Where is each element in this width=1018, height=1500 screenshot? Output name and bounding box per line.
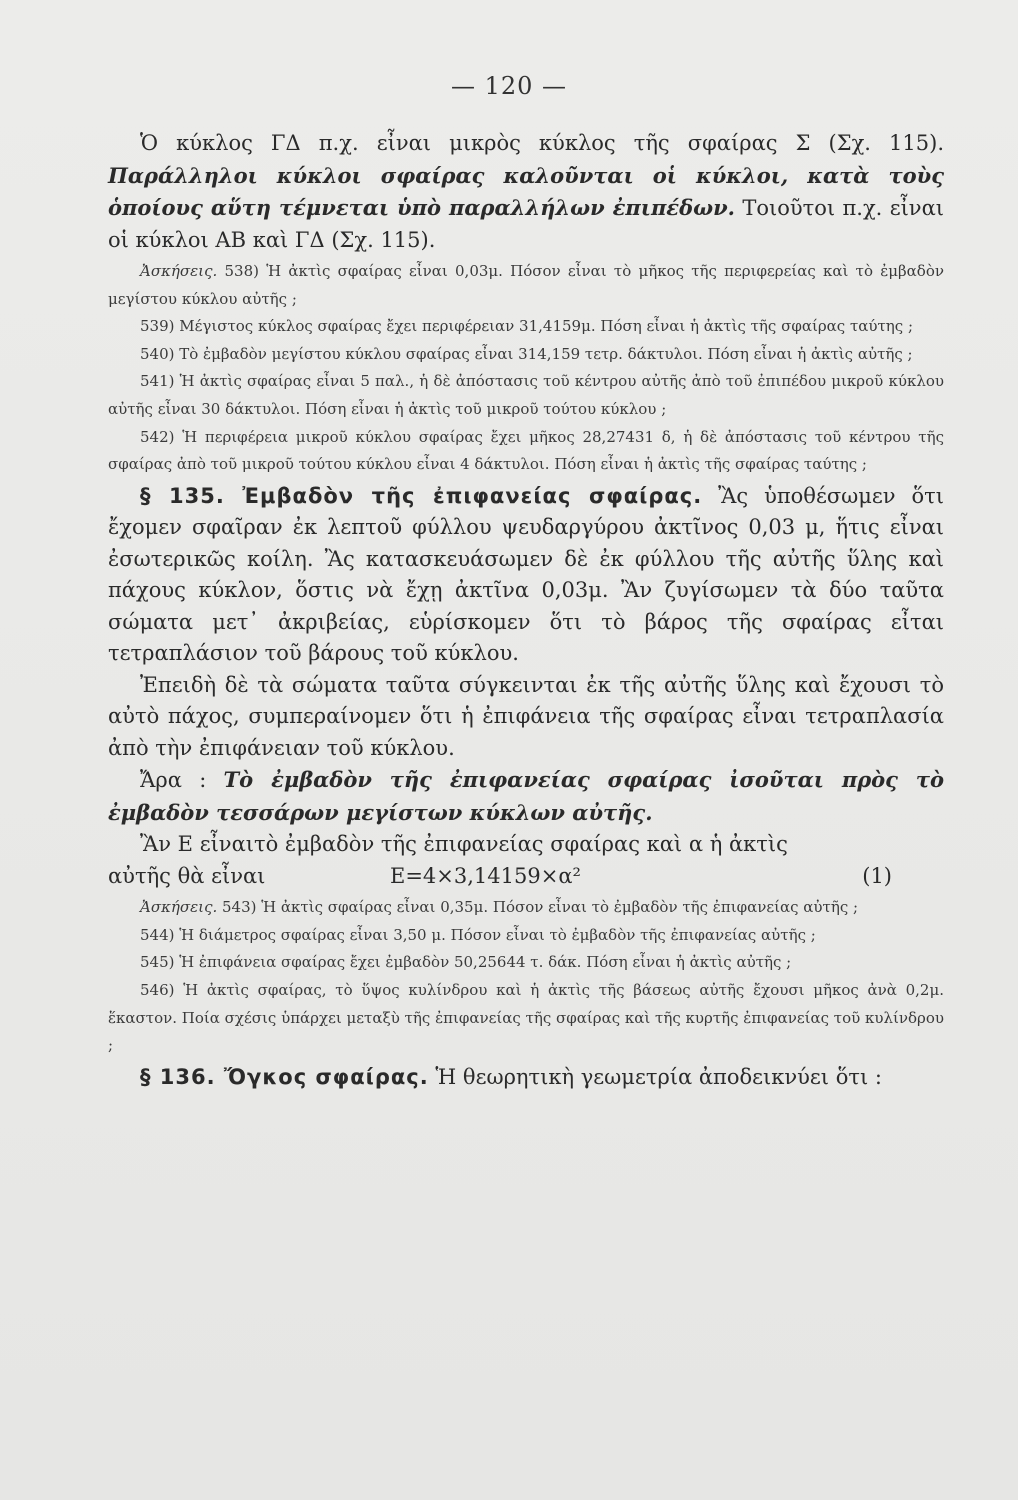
exercises-label: Ἀσκήσεις.: [140, 262, 218, 280]
exercise-542: 542) Ἡ περιφέρεια μικροῦ κύκλου σφαίρας ἔχει μῆκος 28,27431 δ, ἡ δὲ ἀπόστασις τοῦ κέντρου τῆς σφαίρας ἀπὸ τοῦ μικροῦ τούτου κύκλου εἶναι 4 δάκτυλοι. Πόση εἶναι ἡ ἀκτὶς τῆς σφαίρας ταύτης ;: [108, 427, 944, 474]
sphere-area-formula: Ε=4×3,14159×α²: [390, 863, 581, 888]
exercise-543: Ἀσκήσεις. 543) Ἡ ἀκτὶς σφαίρας εἶναι 0,35μ. Πόσον εἶναι τὸ ἐμβαδὸν τῆς ἐπιφανείας αὐτῆς ;: [140, 898, 859, 917]
page-number: — 120 —: [450, 72, 568, 100]
section-135-paragraph-2: Ἐπειδὴ δὲ τὰ σώματα ταῦτα σύγκεινται ἐκ τῆς αὐτῆς ὕλης καὶ ἔχουσι τὸ αὐτὸ πάχος, συμπεραίνομεν ὅτι ἡ ἐπιφάνεια τῆς σφαίρας εἶναι τετραπλασία ἀπὸ τὴν ἐπιφάνειαν τοῦ κύκλου.: [108, 672, 944, 760]
conclusion-prefix: Ἄρα :: [140, 768, 207, 793]
exercise-545: 545) Ἡ ἐπιφάνεια σφαίρας ἔχει ἐμβαδὸν 50,25644 τ. δάκ. Πόση εἶναι ἡ ἀκτὶς αὐτῆς ;: [140, 953, 792, 972]
section-136-text: Ἡ θεωρητικὴ γεωμετρία ἀποδεικνύει ὅτι :: [435, 1064, 882, 1089]
formula-lead: αὐτῆς θὰ εἶναι: [108, 863, 266, 888]
exercise-539: 539) Μέγιστος κύκλος σφαίρας ἔχει περιφέρειαν 31,4159μ. Πόση εἶναι ἡ ἀκτὶς τῆς σφαίρας ταύτης ;: [140, 317, 914, 336]
section-136-heading: § 136. Ὄγκος σφαίρας.: [140, 1064, 429, 1089]
exercise-538: Ἀσκήσεις. 538) Ἡ ἀκτὶς σφαίρας εἶναι 0,03μ. Πόσον εἶναι τὸ μῆκος τῆς περιφερείας καὶ τὸ ἐμβαδὸν μεγίστου κύκλου αὐτῆς ;: [108, 262, 944, 308]
section-135-text: Ἂς ὑποθέσωμεν ὅτι ἔχομεν σφαῖραν ἐκ λεπτοῦ φύλλου ψευδαργύρου ἀκτῖνος 0,03 μ, ἥτις εἶναι ἐσωτερικῶς κοίλη. Ἂς κατασκευάσωμεν δὲ ἐκ φύλλου τῆς αὐτῆς ὕλης καὶ πάχους κύκλον, ὅστις νὰ ἔχῃ ἀκτῖνα 0,03μ. Ἂν ζυγίσωμεν τὰ δύο ταῦτα σώματα μετ᾽ ἀκριβείας, εὑρίσκομεν ὅτι τὸ βάρος τῆς σφαίρας εἶται τετραπλάσιον τοῦ βάρους τοῦ κύκλου.: [108, 483, 944, 666]
section-135-paragraph: [108, 481, 944, 670]
formula-number: (1): [862, 863, 892, 888]
intro-paragraph: [108, 128, 944, 256]
exercise-540: 540) Τὸ ἐμβαδὸν μεγίστου κύκλου σφαίρας εἶναι 314,159 τετρ. δάκτυλοι. Πόση εἶναι ἡ ἀκτὶς αὐτῆς ;: [140, 344, 913, 363]
exercise-546: 546) Ἡ ἀκτὶς σφαίρας, τὸ ὕψος κυλίνδρου καὶ ἡ ἀκτὶς τῆς βάσεως αὐτῆς ἔχουσι μῆκος ἀνὰ 0,2μ. ἕκαστον. Ποία σχέσις ὑπάρχει μεταξὺ τῆς ἐπιφανείας τῆς σφαίρας καὶ τῆς κυρτῆς ἐπιφανείας τοῦ κυλίνδρου ;: [108, 981, 944, 1055]
formula-line: [108, 861, 944, 893]
exercises-label-2: Ἀσκήσεις.: [140, 898, 218, 917]
intro-line: Ὁ κύκλος ΓΔ π.χ. εἶναι μικρὸς κύκλος τῆς σφαίρας Σ (Σχ. 115).: [140, 131, 944, 155]
section-136-paragraph: [108, 1062, 944, 1094]
exercise-544: 544) Ἡ διάμετρος σφαίρας εἶναι 3,50 μ. Πόσον εἶναι τὸ ἐμβαδὸν τῆς ἐπιφανείας αὐτῆς ;: [140, 925, 816, 944]
text-column: [108, 128, 944, 1093]
conclusion-paragraph: [108, 764, 944, 829]
conclusion-theorem: Τὸ ἐμβαδὸν τῆς ἐπιφανείας σφαίρας ἰσοῦται πρὸς τὸ ἐμβαδὸν τεσσάρων μεγίστων κύκλων αὐτῆς.: [108, 767, 944, 825]
formula-intro: Ἂν Ε εἶναιτὸ ἐμβαδὸν τῆς ἐπιφανείας σφαίρας καὶ α ἡ ἀκτὶς: [140, 832, 788, 857]
section-135-heading: § 135. Ἐμβαδὸν τῆς ἐπιφανείας σφαίρας.: [140, 483, 703, 508]
exercise-541: 541) Ἡ ἀκτὶς σφαίρας εἶναι 5 παλ., ἡ δὲ ἀπόστασις τοῦ κέντρου αὐτῆς ἀπὸ τοῦ ἐπιπέδου μικροῦ κύκλου αὐτῆς εἶναι 30 δάκτυλοι. Πόση εἶναι ἡ ἀκτὶς τοῦ μικροῦ τούτου κύκλου ;: [108, 372, 944, 418]
parallel-circles-definition: Παράλληλοι κύκλοι σφαίρας καλοῦνται οἱ κύκλοι, κατὰ τοὺς ὁποίους αὕτη τέμνεται ὑπὸ παραλλήλων ἐπιπέδων.: [108, 162, 944, 220]
intro-example: Τοιοῦτοι π.χ. εἶναι οἱ κύκλοι ΑΒ καὶ ΓΔ (Σχ. 115).: [108, 196, 944, 252]
